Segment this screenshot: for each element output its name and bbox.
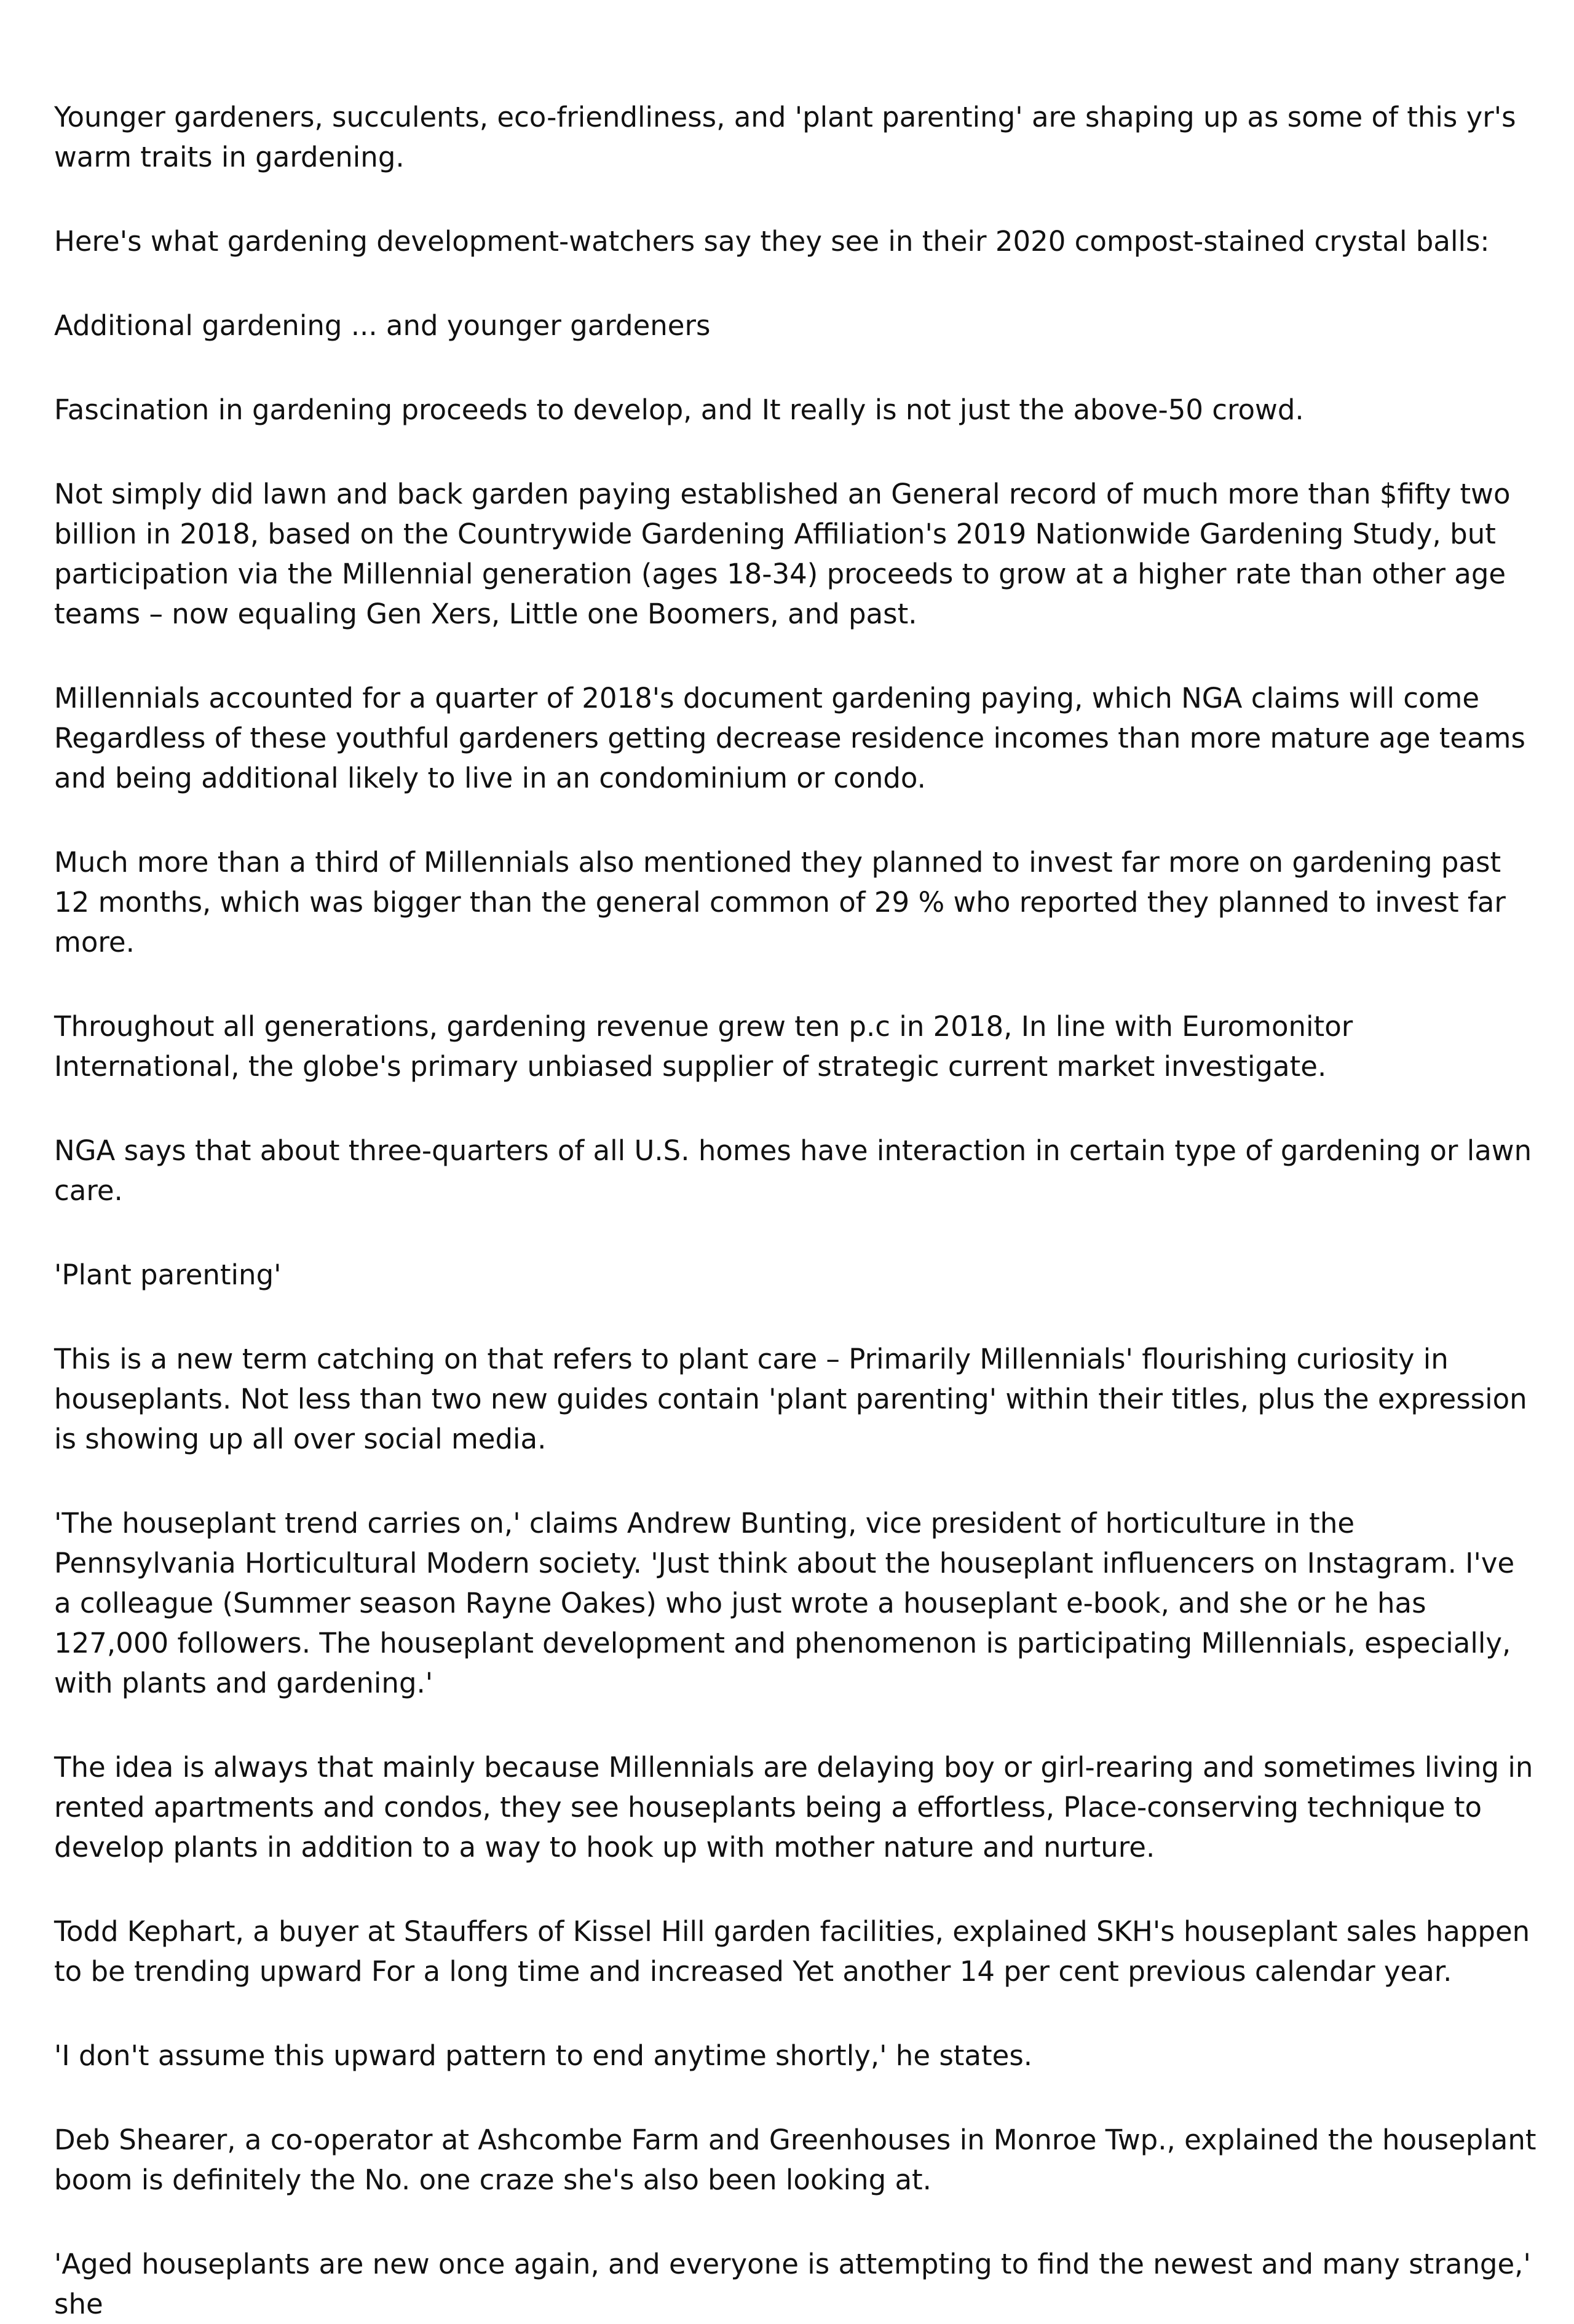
paragraph-11: The idea is always that mainly because Millennials are delaying boy or girl-rearing and sometimes living in rented apartments and condos, they see houseplants being a effortless, Place-conserving technique to develop plants in addition to a way to hook up with mother nature and nurture. bbox=[54, 1751, 1533, 1864]
paragraph-7: Throughout all generations, gardening revenue grew ten p.c in 2018, In line with Euromonitor International, the globe's primary unbiased supplier of strategic current market investigate. bbox=[54, 1010, 1353, 1083]
paragraph-9: This is a new term catching on that refers to plant care – Primarily Millennials' flourishing curiosity in houseplants. Not less than two new guides contain 'plant parenting' within their titles, plus the expression is showing up all over social media. bbox=[54, 1343, 1527, 1455]
paragraph-14: Deb Shearer, a co-operator at Ashcombe Farm and Greenhouses in Monroe Twp., explained the houseplant boom is definitely the No. one craze she's also been looking at. bbox=[54, 2124, 1536, 2196]
section-heading-plant-parenting: 'Plant parenting' bbox=[54, 1259, 282, 1291]
paragraph-3: Fascination in gardening proceeds to develop, and It really is not just the above-50 crowd. bbox=[54, 393, 1304, 426]
paragraph-10: 'The houseplant trend carries on,' claims Andrew Bunting, vice president of horticulture in the Pennsylvania Horticultural Modern society. 'Just think about the houseplant influencers on Instagram. I've a colleague (Summer season Rayne Oakes) who just wrote a houseplant e-book, and she or he has 127,000 followers. The houseplant development and phenomenon is participating Millennials, especially, with plants and gardening.' bbox=[54, 1507, 1515, 1699]
paragraph-2: Here's what gardening development-watchers say they see in their 2020 compost-stained crystal balls: bbox=[54, 225, 1490, 258]
article-body bbox=[54, 97, 1537, 2324]
section-heading-more-gardening: Additional gardening ... and younger gardeners bbox=[54, 309, 711, 342]
paragraph-13: 'I don't assume this upward pattern to end anytime shortly,' he states. bbox=[54, 2039, 1033, 2072]
paragraph-12: Todd Kephart, a buyer at Stauffers of Kissel Hill garden facilities, explained SKH's houseplant sales happen to be trending upward For a long time and increased Yet another 14 per cent previous calendar year. bbox=[54, 1915, 1530, 1988]
paragraph-5: Millennials accounted for a quarter of 2018's document gardening paying, which NGA claims will come Regardless of these youthful gardeners getting decrease residence incomes than more mature age teams and being additional likely to live in an condominium or condo. bbox=[54, 682, 1525, 794]
paragraph-8: NGA says that about three-quarters of all U.S. homes have interaction in certain type of gardening or lawn care. bbox=[54, 1134, 1532, 1207]
paragraph-6: Much more than a third of Millennials also mentioned they planned to invest far more on gardening past 12 months, which was bigger than the general common of 29 % who reported they planned to invest far more. bbox=[54, 846, 1506, 958]
paragraph-15: 'Aged houseplants are new once again, and everyone is attempting to find the newest and many strange,' she bbox=[54, 2248, 1531, 2320]
paragraph-4: Not simply did lawn and back garden paying established an General record of much more than $fifty two billion in 2018, based on the Countrywide Gardening Affiliation's 2019 Nationwide Gardening Study, but participation via the Millennial generation (ages 18-34) proceeds to grow at a higher rate than other age teams – now equaling Gen Xers, Little one Boomers, and past. bbox=[54, 478, 1511, 630]
paragraph-1: Younger gardeners, succulents, eco-friendliness, and 'plant parenting' are shaping up as some of this yr's warm traits in gardening. bbox=[54, 101, 1516, 173]
